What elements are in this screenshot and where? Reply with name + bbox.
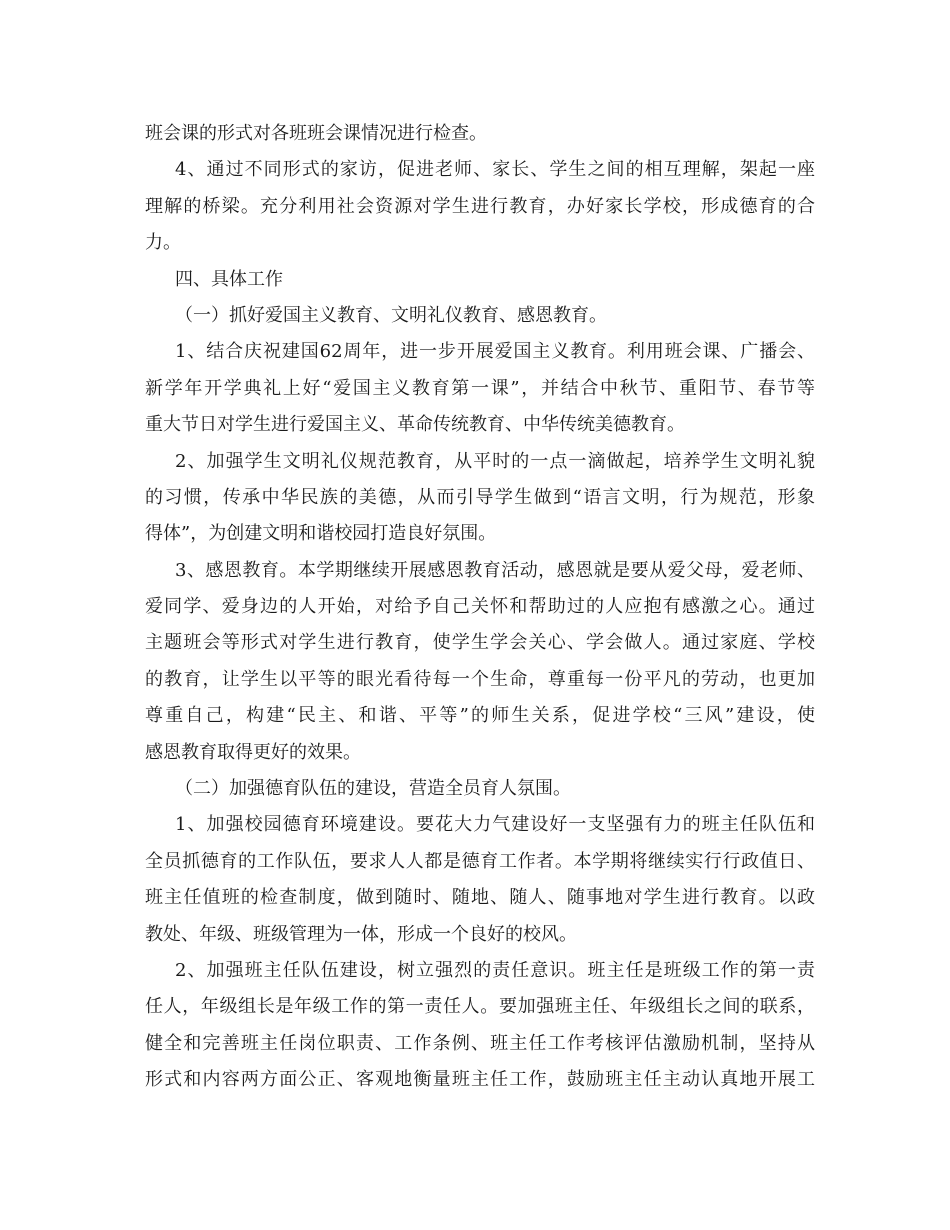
text-line: 2、加强班主任队伍建设，树立强烈的责任意识。班主任是班级工作的第一责: [175, 959, 815, 981]
text-line: 教处、年级、班级管理为一体，形成一个良好的校风。: [145, 923, 577, 945]
text-line: 班主任值班的检查制度，做到随时、随地、随人、随事地对学生进行教育。以政: [145, 887, 815, 909]
text-line: 3、感恩教育。本学期继续开展感恩教育活动，感恩就是要从爱父母，爱老师、: [175, 559, 815, 581]
text-line: 4、通过不同形式的家访，促进老师、家长、学生之间的相互理解，架起一座: [175, 159, 815, 181]
text-line: 健全和完善班主任岗位职责、工作条例、班主任工作考核评估激励机制，坚持从: [145, 1032, 815, 1054]
text-line: 班会课的形式对各班班会课情况进行检查。: [145, 123, 487, 144]
text-line: 1、加强校园德育环境建设。要花大力气建设好一支坚强有力的班主任队伍和: [175, 814, 815, 836]
text-line: 主题班会等形式对学生进行教育，使学生学会关心、学会做人。通过家庭、学校: [145, 632, 815, 654]
text-line: 全员抓德育的工作队伍，要求人人都是德育工作者。本学期将继续实行行政值日、: [145, 850, 815, 872]
document-body: [145, 116, 815, 1099]
text-line: 1、结合庆祝建国62周年，进一步开展爱国主义教育。利用班会课、广播会、: [175, 341, 815, 363]
text-line: 力。: [145, 232, 181, 254]
text-line: 形式和内容两方面公正、客观地衡量班主任工作，鼓励班主任主动认真地开展工: [145, 1069, 815, 1091]
text-line: 2、加强学生文明礼仪规范教育，从平时的一点一滴做起，培养学生文明礼貌: [175, 450, 815, 472]
text-line: 重大节日对学生进行爱国主义、革命传统教育、中华传统美德教育。: [145, 414, 685, 436]
text-line: （二）加强德育队伍的建设，营造全员育人氛围。: [175, 778, 571, 800]
text-line: 尊重自己，构建“民主、和谐、平等”的师生关系，促进学校“三风”建设，使: [145, 705, 815, 727]
text-line: 感恩教育取得更好的效果。: [145, 741, 361, 763]
text-line: 爱同学、爱身边的人开始，对给予自己关怀和帮助过的人应抱有感激之心。通过: [145, 596, 815, 618]
text-line: 新学年开学典礼上好“爱国主义教育第一课”，并结合中秋节、重阳节、春节等: [145, 377, 815, 399]
text-line: 四、具体工作: [175, 268, 283, 290]
text-line: 的教育，让学生以平等的眼光看待每一个生命，尊重每一份平凡的劳动，也更加: [145, 668, 815, 690]
text-line: （一）抓好爱国主义教育、文明礼仪教育、感恩教育。: [175, 304, 607, 326]
text-line: 得体”，为创建文明和谐校园打造良好氛围。: [145, 523, 497, 545]
text-line: 理解的桥梁。充分利用社会资源对学生进行教育，办好家长学校，形成德育的合: [145, 195, 815, 217]
text-line: 的习惯，传承中华民族的美德，从而引导学生做到“语言文明，行为规范，形象: [145, 486, 815, 508]
text-line: 任人，年级组长是年级工作的第一责任人。要加强班主任、年级组长之间的联系，: [145, 996, 815, 1018]
